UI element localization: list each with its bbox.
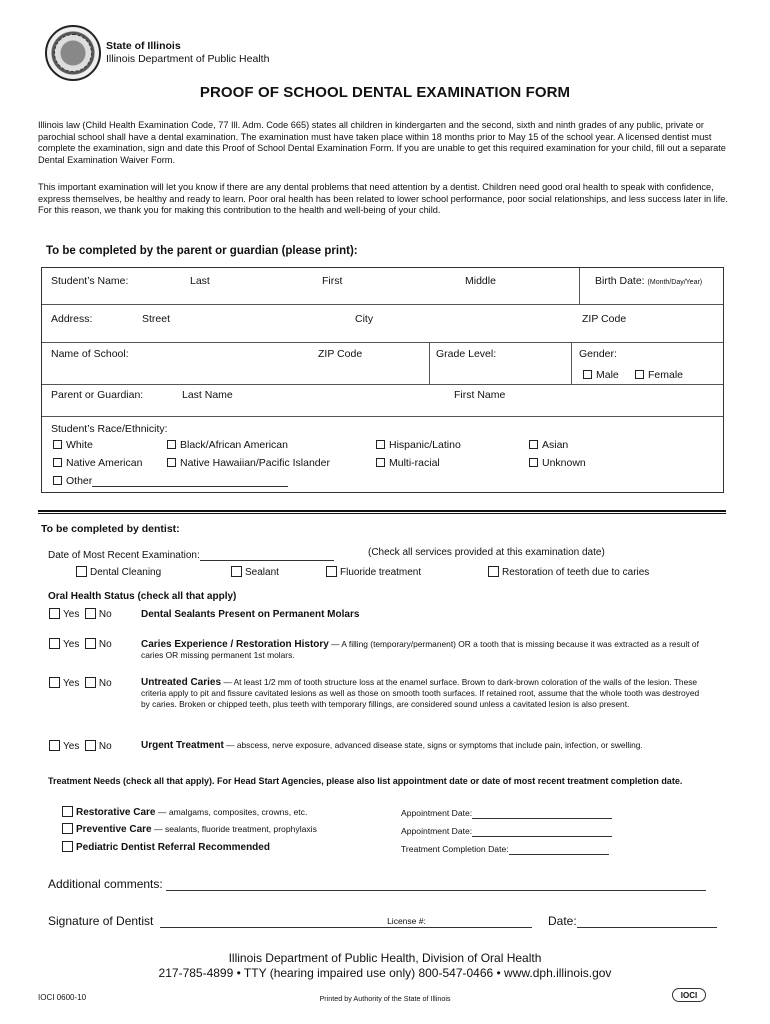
- exam-date-field[interactable]: [200, 549, 334, 561]
- race-label: Student’s Race/Ethnicity:: [51, 423, 168, 435]
- form-title: PROOF OF SCHOOL DENTAL EXAMINATION FORM: [199, 84, 571, 101]
- race-option-hawaiian[interactable]: Native Hawaiian/Pacific Islander: [167, 457, 330, 469]
- agency-department: Illinois Department of Public Health: [106, 53, 270, 65]
- restorative-appointment-row: Appointment Date:: [401, 807, 612, 819]
- form-id: IOCI 0600-10: [38, 993, 87, 1002]
- dentist-section-heading: To be completed by dentist:: [41, 523, 180, 535]
- zip-code-label: ZIP Code: [582, 313, 627, 325]
- student-name-label: Student’s Name:: [51, 275, 129, 287]
- gender-label: Gender:: [579, 348, 617, 360]
- parent-info-box: [41, 267, 724, 493]
- city-label: City: [355, 313, 374, 325]
- untreated-yes-no[interactable]: Yes No: [49, 677, 112, 689]
- service-sealant[interactable]: Sealant: [231, 566, 279, 578]
- race-option-unknown[interactable]: Unknown: [529, 457, 586, 469]
- student-middle-label: Middle: [465, 275, 496, 287]
- race-option-multiracial[interactable]: Multi-racial: [376, 457, 440, 469]
- female-checkbox[interactable]: [635, 370, 644, 379]
- treatment-completion-field[interactable]: [509, 843, 609, 855]
- race-other-field[interactable]: [92, 475, 288, 487]
- footer-line-1: Illinois Department of Public Health, Division of Oral Health: [228, 951, 542, 965]
- gender-female-option[interactable]: Female: [635, 369, 683, 381]
- guardian-last-name-label: Last Name: [182, 389, 233, 401]
- preventive-appointment-field[interactable]: [472, 825, 612, 837]
- intro-paragraph-2: This important examination will let you know if there are any dental problems that need attention by a dentist. Children need good oral health to speak with confidence, express themselves, be healthy and ready to learn. Poor oral health has been related to lower school performance, poor social relationships, and less success later in life. For this reason, we thank you for making this contribution to the health and well-being of your child.: [38, 182, 728, 216]
- race-option-hispanic[interactable]: Hispanic/Latino: [376, 439, 461, 451]
- urgent-yes-no[interactable]: Yes No: [49, 740, 112, 752]
- race-option-asian[interactable]: Asian: [529, 439, 568, 451]
- state-seal-icon: [45, 25, 101, 81]
- service-fluoride[interactable]: Fluoride treatment: [326, 566, 421, 578]
- parent-guardian-label: Parent or Guardian:: [51, 389, 144, 401]
- treatment-needs-heading: Treatment Needs (check all that apply). For Head Start Agencies, please also list appointment date or date of most recent treatment completion date.: [48, 776, 683, 786]
- male-checkbox[interactable]: [583, 370, 592, 379]
- signature-field[interactable]: [160, 914, 532, 928]
- urgent-item: Urgent Treatment — abscess, nerve exposure, advanced disease state, signs or symptoms that include pain, infection, or swelling.: [141, 740, 643, 751]
- restorative-care-option[interactable]: Restorative Care — amalgams, composites, crowns, etc.: [62, 806, 307, 818]
- treatment-completion-row: Treatment Completion Date:: [401, 843, 609, 855]
- school-name-label: Name of School:: [51, 348, 129, 360]
- preventive-care-option[interactable]: Preventive Care — sealants, fluoride treatment, prophylaxis: [62, 823, 317, 835]
- street-label: Street: [142, 313, 171, 325]
- address-label: Address:: [51, 313, 93, 325]
- parent-section-heading: To be completed by the parent or guardian (please print):: [46, 245, 358, 257]
- ioci-logo-icon: IOCI: [672, 988, 706, 1002]
- caries-item: Caries Experience / Restoration History — A filling (temporary/permanent) OR a tooth that is missing because it was extracted as a result of caries OR missing permanent 1st molars.: [141, 639, 699, 660]
- student-last-label: Last: [190, 275, 210, 287]
- guardian-first-name-label: First Name: [454, 389, 506, 401]
- additional-comments-field[interactable]: [166, 877, 706, 891]
- agency-state: State of Illinois: [106, 40, 181, 52]
- race-option-black[interactable]: Black/African American: [167, 439, 288, 451]
- check-services-note: (Check all services provided at this examination date): [368, 547, 605, 558]
- section-divider: [38, 510, 726, 514]
- birth-date-label: Birth Date: (Month/Day/Year): [595, 275, 703, 287]
- pediatric-referral-option[interactable]: Pediatric Dentist Referral Recommended: [62, 841, 270, 853]
- service-restoration[interactable]: Restoration of teeth due to caries: [488, 566, 649, 578]
- caries-yes-no[interactable]: Yes No: [49, 638, 112, 650]
- additional-comments-row: Additional comments:: [48, 877, 706, 891]
- date-field[interactable]: [577, 914, 717, 928]
- school-zip-label: ZIP Code: [318, 348, 363, 360]
- race-option-other[interactable]: Other: [53, 475, 288, 487]
- date-row: Date:: [548, 914, 717, 928]
- student-first-label: First: [322, 275, 343, 287]
- service-dental-cleaning[interactable]: Dental Cleaning: [76, 566, 161, 578]
- sealants-yes-no[interactable]: Yes No: [49, 608, 112, 620]
- license-label: License #:: [387, 916, 426, 926]
- restorative-appointment-field[interactable]: [472, 807, 612, 819]
- sealants-item: Dental Sealants Present on Permanent Molars: [141, 609, 360, 620]
- grade-level-label: Grade Level:: [436, 348, 497, 360]
- race-option-white[interactable]: White: [53, 439, 93, 451]
- exam-date-row: Date of Most Recent Examination:: [48, 549, 334, 561]
- oral-health-status-heading: Oral Health Status (check all that apply): [48, 591, 237, 602]
- intro-paragraph-1: Illinois law (Child Health Examination Code, 77 Ill. Adm. Code 665) states all children in kindergarten and the second, sixth and ninth grades of any public, private or parochial school shall have a dental examination. The examination must have taken place within 18 months prior to May 15 of the school year. A licensed dentist must complete the examination, sign and date this Proof of School Dental Examination Form. If you are unable to get this required examination for your child, fill out a separate Dental Examination Waiver Form.: [38, 120, 726, 165]
- printed-by: Printed by Authority of the State of Illinois: [319, 994, 451, 1003]
- signature-row: Signature of Dentist License #:: [48, 914, 532, 928]
- race-option-native-american[interactable]: Native American: [53, 457, 142, 469]
- gender-male-option[interactable]: Male: [583, 369, 619, 381]
- footer-line-2: 217-785-4899 • TTY (hearing impaired use only) 800-547-0466 • www.dph.illinois.gov: [158, 966, 612, 980]
- preventive-appointment-row: Appointment Date:: [401, 825, 612, 837]
- untreated-item: Untreated Caries — At least 1/2 mm of tooth structure loss at the enamel surface. Brown to dark-brown coloration of the walls of the lesion. These criteria apply to pit and fissure cavitated lesions as well as those on smooth tooth surfaces. If retained root, assume that the whole tooth was destroyed by caries. Broken or chipped teeth, plus teeth with temporary fillings, are considered sound unless a cavitated lesion is also present.: [141, 677, 700, 709]
